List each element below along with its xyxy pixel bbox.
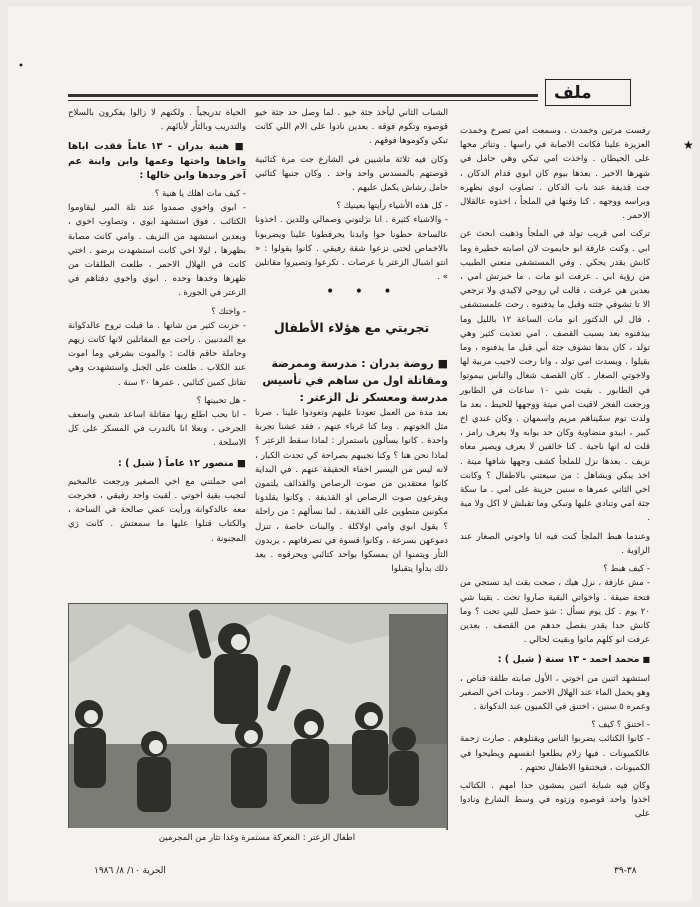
column-left	[68, 106, 246, 546]
column-middle-lower	[255, 406, 448, 576]
column-middle	[255, 106, 448, 284]
header-rule-thin	[68, 100, 538, 101]
column-right	[460, 124, 650, 822]
paragraph: - انا بحب اطلع زيها مقاتلة اساعد شعبي واسعف الجرحى ، ونعلا انا بالتدرب في المسكر على كل الاسلحة .	[68, 410, 246, 449]
section-title: تجربتي مع هؤلاء الأطفال	[273, 320, 430, 335]
document-page	[8, 6, 692, 901]
footer-issue: الحرية ١٠/ ٨/ ١٩٨٦	[94, 866, 166, 876]
margin-mark: ★	[683, 138, 694, 152]
paragraph: وكان فيه ثلاثة ماشيين في الشارع جت مرة كتائبية قوصتهم بالمسدس واحد واحد . وكان جنبها كتائبي حامل رشاش يكمل عليهم .	[255, 154, 448, 194]
paragraph: امي حملتني مع اخي الصغير ورجعت عالمخيم لتجيب بقية اخوتي . لقيت واحد رفيقي ، فخرجت معه عالدكوانة ورأيت عمي صالحة في الساحة ، والكتاب قتلوا عليها ما سمعتش . كانت زي المجنونة .	[68, 476, 246, 544]
paragraph: رفست مرتين وخمدت . وسمعت امي تصرخ وخمدت العزيزة علينا فكانت الاصابة في راسها . وتناثر مخها على الحيطان . واخذت امي تبكي وهي حامل في شهرها الاخير . بعدها بيوم كان ابوي قدام الدكان ، جت قذيفة عند باب الدكان . تصاوب ابوي بظهره وبراسه ووجهه . كنا وقتها في الملجأ ، اخذوه عالقلال الاحمر .	[460, 126, 650, 222]
paragraph: - ابوي واخوي صمدوا عند تلة المير ليقاوموا الكتائب . فوق استشهد ابوي ، وتصاوب اخوي ، وبعدين استشهد من النزيف . وامي كانت مصابة بظهرها ، لولا اخي كانت استشهدت برضو . اختي كانت في الهلال الاحمر ، طلعت الطلقات من ظهرها وخدها وحده . ابوي واخوي دفناهم في الزعتر في الجورة .	[68, 203, 246, 299]
paragraph: الشباب الثاني ليأخذ جثة خيو . لما وصل حد جثة خيو قوصوه وتكوم فوقه . بعدين نادوا على الام اللي كانت تبكي وكوموها فوقهم .	[255, 108, 448, 147]
paragraph: الحياة تدريجياً . ولكنهم لا زالوا يفكرون بالسلاح والتدريب وبالثأر لأبائهم .	[68, 108, 246, 133]
photo-caption: اطفال الزعتر : المعركة مستمرة وغدا تثار من المجرمين	[68, 828, 446, 848]
paragraph: - والاشياء كثيرة . انا نزلتوني وصمالي وللدين . اخذونا عالساحة حطونا حوا وايدنا يحرفطونا علينا ويضربونا بالاخماص لحتى نزعوا شقة رفيقي . كانوا يقولوا : « انتو اشبال الزعتر يا عرصات . تكرعوا وتصيروا مقاتلين » .	[255, 215, 448, 283]
paragraph: - حزنت كثير من شانها . ما قبلت تروح عالدكوانة مع المدنيين . راحت مع المقاتلين لانها كانت زيهم وحاملة حاقم قالت : والموت بشرفي وما اموت عند الكلاب . طلعت على الجبل واستشهدت وهي تقاتل كمين كتائبي . عمرها ٢٠ سنة .	[68, 320, 246, 388]
paragraph: بعد مدة من العمل تعودنا عليهم وتعودوا علينا . صرنا مثل الخوتهم . وما كنا غرباء عنهم ، فقد عشنا تجربة واحدة . كانوا يسألون باستمرار : لماذا سقط الزعتر ؟ لماذا نحن هنا ؟ وكنا نجيبهم بصراحة كي تحدث الكبار ، لانه ليس من اليسير اخفاء الحقيقة عنهم . في البداية كانوا معتقدين من صوت الرصاص والقذائف يلتمون ويقرعون صوت الرصاص او القذيفة . وكانوا يقلدونا مكونين متطوين على القذيفة . لما نسألهم : من راحلة ؟ يقول ابوي وامي اولاكلة . والبنات خاصة ، تنزل دموعهن بسرعة ، وكانوا قسوة في تصرفاتهم ، يريدون الثأر ويتمنوا ان يمسكوا بواحد كتائبي ويحرقوه . بعد ذلك بدأوا يتقبلوا	[255, 408, 448, 575]
footer-page-number: ٣٨-٣٩	[614, 866, 637, 876]
paragraph: تركت امي قريب تولد في الملجأ وذهبت ابحث عن ابي . وكنت عارفة ابو حايموت لان اصابته خطيرة وما كانش يقدر يحكي . وفي المستشفى منعني الطبيب من رؤية ابي . عرفت انو مات . ما خبرتش امي ، بعدين هي عرفت ، قالت لي روحي لاكيدي ولا ترجعي الا تا تشوفي جثته وقبل ما يدفنوه . رحت علمستشفى ، قال لي الدكتور انو مات الساعة ١٢ بالليل وما بيدفنوه بعد بسبب القصف . امي تعذبت كثير وهي تولد ، كان بدها تشوف جثة أبي قبل ما يدفنوه ، وما بقيلوا . ويسدت امي تولد ، وانا رحت لاجيب مربية لها ولاخوتي الصغار . كان القصف شغال والناس بيموتوا في الطابور . بقيت شي ١٠ ساعات في الطابور ورجعت الفجر لاقيت امي ميتة ووجهها للحيط ، بعد ما ولدت توم سمّيناهم مريم واسمهان . وكان عندي اخ كبير ، ابيدو منضاوية وكان حد بوابه ولا يعرف رامز ، قلت له انها ناجية . كنا خائفين لا يعرف ويصير معاه نزيف . بعدها نزل للملجأ كشف وجهها شافها ميتة . اخذ يبكي ويشاهل : من سيعتني بالاطفال ؟ وكانت اخي الثاني عمرها ه سنين حزينة على امي . ما سكة جثة امي وتنادي عليها وتبكي وما تقبلش لا اكل ولا مية .	[460, 229, 651, 524]
paragraph: استشهد اثنين من اخوتي ، الأول صابته طلقة قناص ، وهو يحمل الماء عند الهلال الاحمر . ومات اخي الصغير وعمره ٥ سنين ، اختنق في الكميون عند الدكوانة .	[460, 673, 650, 712]
section-separator: • • •	[326, 284, 400, 300]
subheading	[460, 653, 650, 667]
question: - كيف مات اهلك يا هنية ؟	[154, 189, 246, 200]
question: - واختك ؟	[211, 306, 246, 317]
paragraph: وعندما هبط الملجأ كنت فيه انا واخوتي الصغار عند الزاوية .	[460, 531, 650, 556]
question: - كيف هبط ؟	[603, 564, 650, 575]
photo-image	[69, 604, 447, 829]
subheading: ■ هنية بدران - ١٣ عاماً فقدت اباها واخاها واختها وعمها وابن وابنة عم آخر وجدها وابن خالها :	[68, 141, 246, 181]
question: - كل هذه الأشياء رأيتها بعينيك ؟	[336, 201, 448, 212]
subheading: ■ منصور ١٢ عاماً ( شبل ) :	[118, 457, 246, 469]
bullet-square-icon: ■	[642, 655, 650, 665]
question: - هل تحبينها ؟	[196, 395, 246, 406]
paragraph: - مش عارفة ، نزل هيك ، صحت بقت ايد تستجي من فتحة ضيقة . واخواتي البقية صاروا تحت . بقينا شي ٢٠ يوم . كل يوم نسأل : شو حصل لليي تحت ؟ وما كانش حدا يقدر يفصل حدهم من القصف . بعدين عرفت انو كلهم ماتوا وبقيت لحالي .	[460, 578, 650, 646]
subheading-text: محمد احمد - ١٣ سنة ( شبل ) :	[497, 654, 640, 666]
paragraph: - كانوا الكتائب يضربوا الناس ويقتلوهم . صارت زحمة عالكميونات . فيها زلام يطلعوا انفسهم ويطيحوا في الكميونات ، فيختنقوا الاطفال تحتهم .	[460, 734, 650, 773]
page-dot: •	[18, 61, 24, 72]
photo-children	[68, 603, 448, 830]
paragraph: وكان فيه شبابة اثنين يمشون حدا امهم . الكتائب اخذوا واحد قوصوه وزتوه في وسط الشارع ونادوا على	[460, 780, 650, 820]
subheading: ■ روضة بدران : مدرسة وممرضة ومقاتلة اول من ساهم في تأسيس مدرسة ومعسكر تل الزعتر :	[262, 357, 448, 404]
section-tag: ملف	[545, 79, 631, 106]
header-rule	[68, 94, 538, 97]
question: - اختنق ؟ كيف ؟	[591, 720, 650, 731]
